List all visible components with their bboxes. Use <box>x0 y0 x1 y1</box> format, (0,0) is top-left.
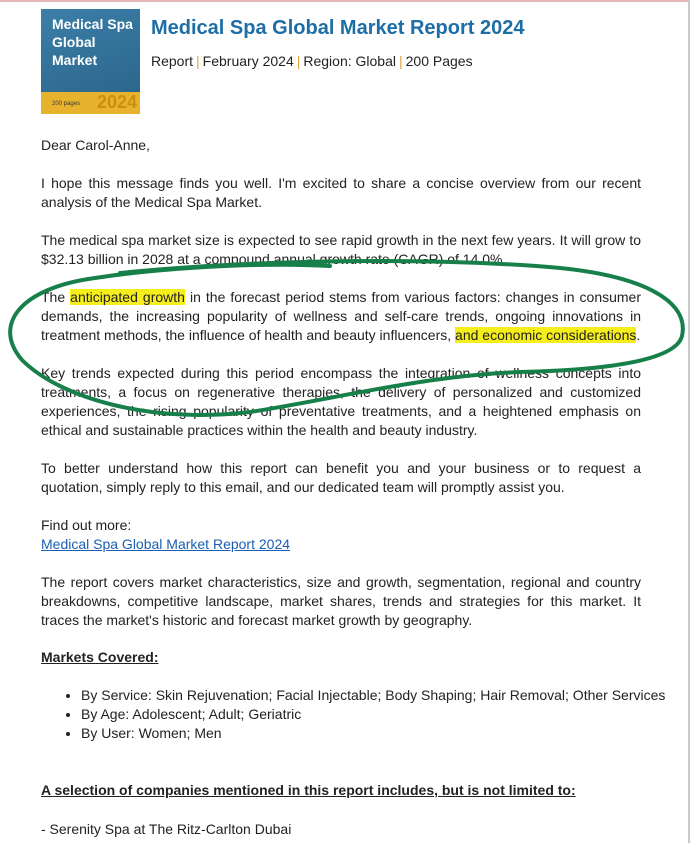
meta-type: Report <box>151 53 194 69</box>
report-cover-image <box>41 9 140 114</box>
cover-title-line: Medical Spa <box>52 16 133 32</box>
meta-date: February 2024 <box>202 53 294 69</box>
markets-heading: Markets Covered: <box>41 649 159 665</box>
meta-separator: | <box>399 53 403 69</box>
covers-paragraph: The report covers market characteristics, size and growth, segmentation, regional and country breakdowns, competitive landscape, market shares, trends and strategies for this market. It traces the market's historic and forecast market growth by geography. <box>41 574 641 628</box>
highlight-economic-considerations: and economic considerations <box>455 327 637 343</box>
markets-list <box>41 686 681 743</box>
intro-paragraph: I hope this message finds you well. I'm excited to share a concise overview from our recent analysis of the Medical Spa Market. <box>41 175 641 210</box>
trends-paragraph: Key trends expected during this period encompass the integration of wellness concepts into treatments, a focus on regenerative therapies, the delivery of personalized and customized experiences, the rising popularity of preventative treatments, and a heightened emphasis on ethical and sustainable practices within the health and beauty industry. <box>41 365 641 438</box>
cover-pages-label: 200 pages <box>52 101 81 107</box>
highlight-anticipated-growth: anticipated growth <box>70 289 185 305</box>
list-item: • By Age: Adolescent; Adult; Geriatric <box>81 705 681 724</box>
companies-heading: A selection of companies mentioned in this report includes, but is not limited to: <box>41 782 576 798</box>
factors-text: The <box>41 289 71 305</box>
top-border <box>0 0 690 2</box>
report-title: Medical Spa Global Market Report 2024 <box>151 17 525 39</box>
cover-title <box>52 15 133 69</box>
report-link[interactable]: Medical Spa Global Market Report 2024 <box>41 536 291 552</box>
find-out-more-label: Find out more: <box>41 517 132 533</box>
meta-separator: | <box>196 53 200 69</box>
factors-text: . <box>636 327 641 343</box>
greeting: Dear Carol-Anne, <box>41 137 150 153</box>
company-item: - Serenity Spa at The Ritz-Carlton Dubai <box>41 821 292 837</box>
cta-paragraph: To better understand how this report can benefit you and your business or to request a quotation, simply reply to this email, and our dedicated team will promptly assist you. <box>41 460 641 495</box>
factors-paragraph <box>41 288 641 345</box>
growth-paragraph: The medical spa market size is expected to see rapid growth in the next few years. It will grow to $32.13 billion in 2028 at a compound annual growth rate (CAGR) of 14.0%. <box>41 232 641 267</box>
meta-pages: 200 Pages <box>405 53 473 69</box>
meta-region: Region: Global <box>303 53 396 69</box>
meta-separator: | <box>296 53 301 69</box>
report-link-line <box>41 535 641 554</box>
list-item: • By Service: Skin Rejuvenation; Facial Injectable; Body Shaping; Hair Removal; Other Services <box>81 686 681 705</box>
list-item: • By User: Women; Men <box>81 724 681 743</box>
cover-title-line: Global <box>52 34 96 50</box>
cover-title-line: Market <box>52 52 98 68</box>
factors-text: in the forecast period stems from various factors: changes in consumer demands, the increasing popularity of wellness and self-care trends, ongoing innovations in treatment methods, the influence of health and beauty influencers, <box>41 289 642 343</box>
cover-year: 2024 <box>96 92 137 112</box>
report-meta <box>151 53 473 69</box>
